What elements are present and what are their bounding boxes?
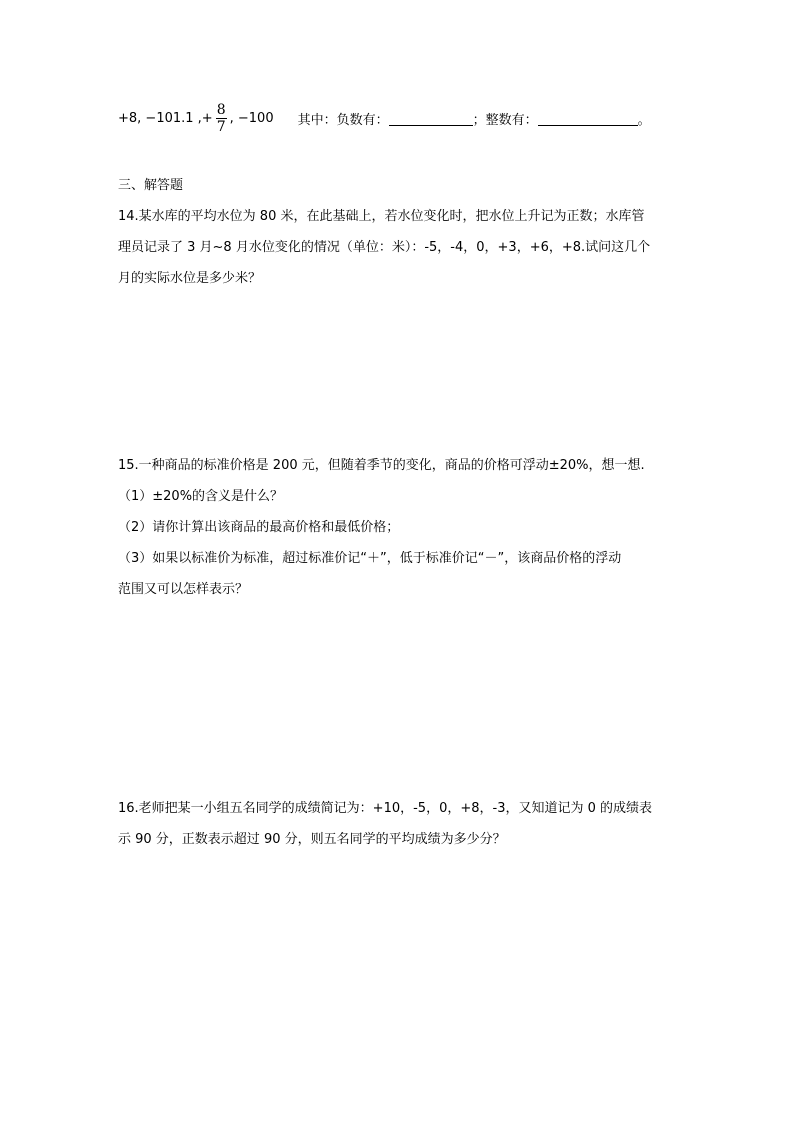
q13-negative-label: 其中：负数有： xyxy=(297,112,389,128)
negative-answer-blank[interactable] xyxy=(389,111,473,126)
q15-sub-1: （1）±20%的含义是什么？ xyxy=(118,489,284,504)
q14-line-3: 月的实际水位是多少米？ xyxy=(118,271,262,286)
q15-line-1: 15.一种商品的标准价格是 200 元，但随着季节的变化，商品的价格可浮动±20%，想一想. xyxy=(118,458,645,473)
q15-sub-2: （2）请你计算出该商品的最高价格和最低价格； xyxy=(118,520,400,535)
q13-line xyxy=(118,98,651,138)
q15-sub-3: （3）如果以标准价为标准，超过标准价记“＋”，低于标准价记“－”，该商品价格的浮动 xyxy=(118,551,622,566)
fraction-eight-sevenths xyxy=(216,102,227,135)
q13-suffix: , −100 xyxy=(229,110,274,126)
q14-line-2: 理员记录了 3 月~8 月水位变化的情况（单位：米）：-5，-4，0，+3，+6，+8.试问这几个 xyxy=(118,240,651,255)
fraction-numerator: 8 xyxy=(216,101,226,118)
q16-line-1: 16.老师把某一小组五名同学的成绩简记为：+10，-5，0，+8，-3，又知道记为 0 的成绩表 xyxy=(118,801,653,816)
q13-integer-label: ；整数有： xyxy=(472,112,538,128)
q15-sub-3-cont: 范围又可以怎样表示？ xyxy=(118,582,249,597)
q14-line-1: 14.某水库的平均水位为 80 米，在此基础上，若水位变化时，把水位上升记为正数；水库管 xyxy=(118,209,645,224)
section-title: 三、解答题 xyxy=(118,178,184,193)
q13-end: 。 xyxy=(637,112,651,128)
q16-line-2: 示 90 分，正数表示超过 90 分，则五名同学的平均成绩为多少分？ xyxy=(118,832,506,847)
fraction-denominator: 7 xyxy=(216,118,226,135)
integer-answer-blank[interactable] xyxy=(538,111,638,126)
q13-prefix: +8, −101.1 ,+ xyxy=(118,110,213,126)
